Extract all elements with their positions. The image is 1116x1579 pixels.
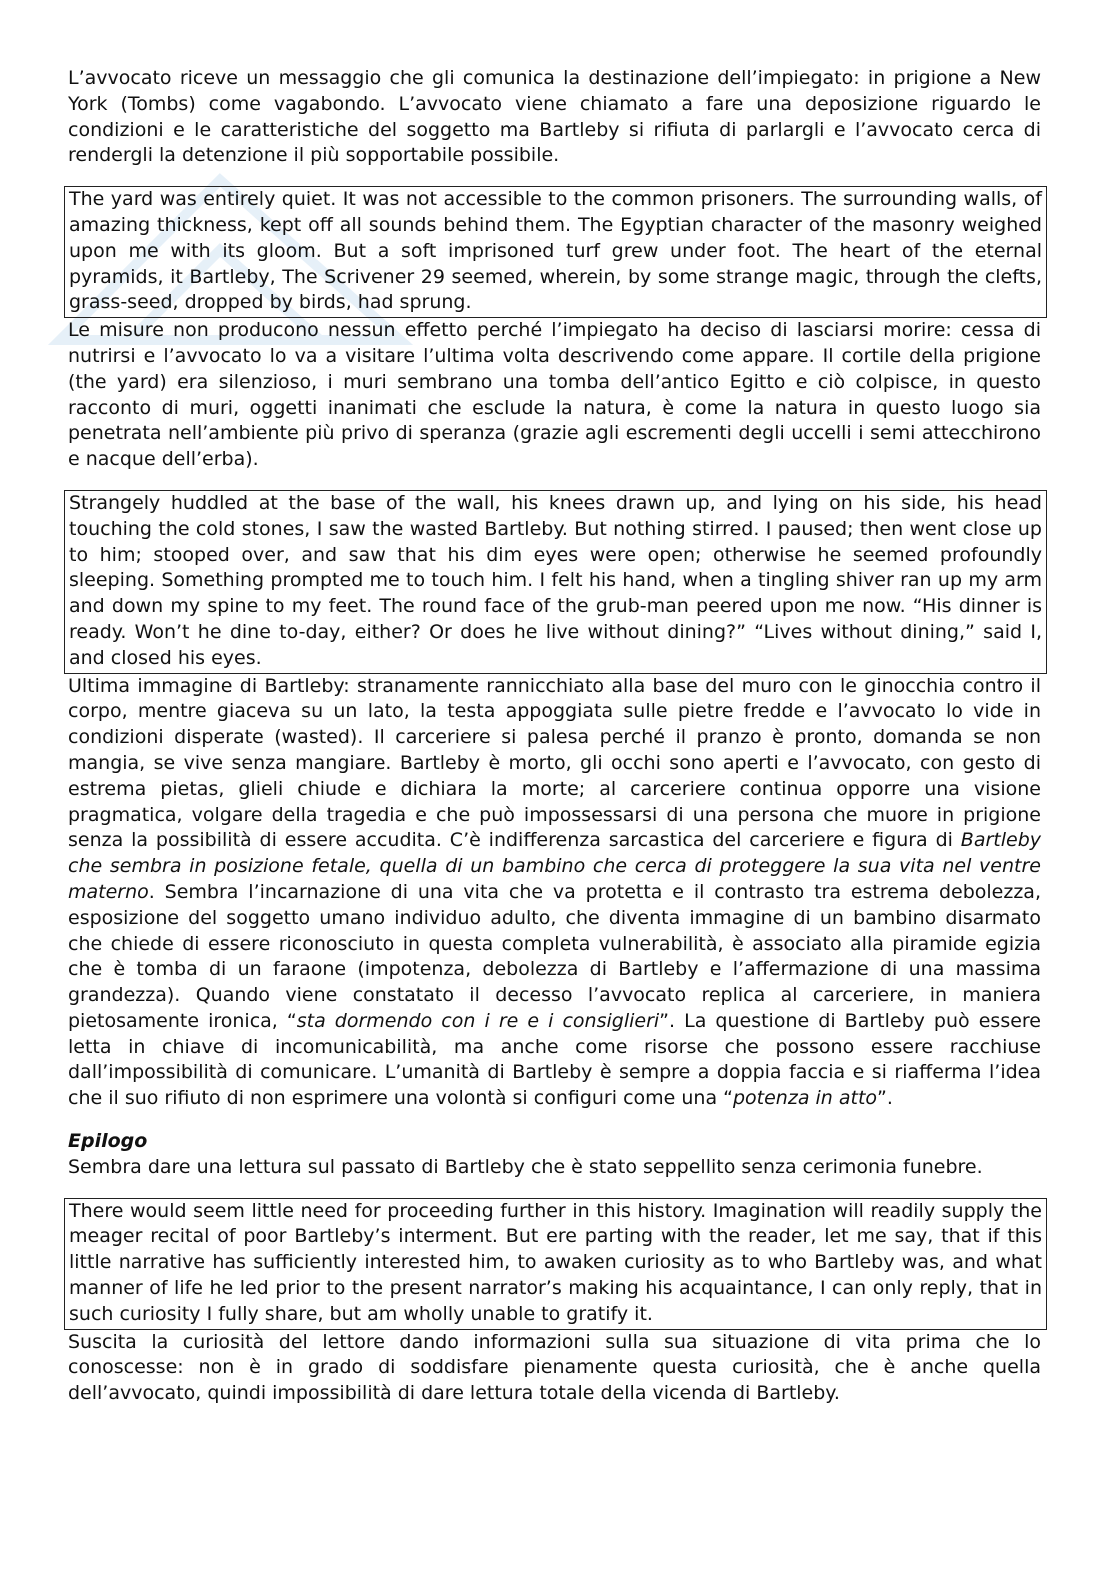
paragraph-epilogo: Sembra dare una lettura sul passato di Bartleby che è stato seppellito senza cerimonia funebre. <box>68 1155 983 1178</box>
ultima-text-3: ”. La questione di Bartleby può essere letta in chiave di incomunicabilità, ma anche come risorse che possono essere racchiuse dall’impossibilità di comunicare. L’umanità di Bartleby è sempre a doppia faccia e si riafferma l’idea che il suo rifiuto di non esprimere una volontà si configuri come una “ <box>68 1009 1041 1110</box>
ultima-italic-2: sta dormendo con i re e i consiglieri <box>296 1009 660 1032</box>
ultima-text-4: ”. <box>877 1087 893 1110</box>
quote-huddled: Strangely huddled at the base of the wall, his knees drawn up, and lying on his side, his head touching the cold stones, I saw the wasted Bartleby. But nothing stirred. I paused; then went close up to him; stooped over, and saw that his dim eyes were open; otherwise he seemed profoundly sleeping. Something prompted me to touch him. I felt his hand, when a tingling shiver ran up my arm and down my spine to my feet. The round face of the grub-man peered upon me now. “His dinner is ready. Won’t he dine to-day, either? Or does he live without dining?” “Lives without dining,” said I, and closed his eyes. <box>64 490 1047 674</box>
ultima-text-1: Ultima immagine di Bartleby: stranamente rannicchiato alla base del muro con le ginocchia contro il corpo, mentre giaceva su un lato, la testa appoggiata sulle pietre fredde e l’avvocato lo vide in condizioni disperate (wasted). Il carceriere si palesa perché il pranzo è pronto, domanda se non mangia, se vive senza mangiare. Bartleby è morto, gli occhi sono aperti e l’avvocato, con gesto di estrema pietas, glieli chiude e dichiara la morte; al carceriere continua opporre una visione pragmatica, volgare della tragedia e che può impossessarsi di una persona che muore in prigione senza la possibilità di essere accudita. C’è indifferenza sarcastica del carceriere e figura di <box>68 674 1041 852</box>
quote-history: There would seem little need for proceeding further in this history. Imagination will readily supply the meager recital of poor Bartleby’s interment. But ere parting with the reader, let me say, that if this little narrative has sufficiently interested him, to awaken curiosity as to who Bartleby was, and what manner of life he led prior to the present narrator’s making his acquaintance, I can only reply, that in such curiosity I fully share, but am wholly unable to gratify it. <box>64 1198 1047 1330</box>
paragraph-final: Suscita la curiosità del lettore dando informazioni sulla sua situazione di vita prima che lo conoscesse: non è in grado di soddisfare pienamente questa curiosità, che è anche quella dell’avvocato, quindi impossibilità di dare lettura totale della vicenda di Bartleby. <box>68 1330 1041 1405</box>
paragraph-misure: Le misure non producono nessun effetto perché l’impiegato ha deciso di lasciarsi morire: cessa di nutrirsi e l’avvocato lo va a visitare l’ultima volta descrivendo come appare. Il cortile della prigione (the yard) era silenzioso, i muri sembrano una tomba dell’antico Egitto e ciò colpisce, in questo racconto di muri, oggetti inanimati che esclude la natura, è come la natura in questo luogo sia penetrata nell’ambiente più privo di speranza (grazie agli escrementi degli uccelli i semi attecchirono e nacque dell’erba). <box>68 319 1041 471</box>
ultima-text-2: . Sembra l’incarnazione di una vita che va protetta e il contrasto tra estrema debolezza, esposizione del soggetto umano individuo adulto, che diventa immagine di un bambino disarmato che chiede di essere riconosciuto in questa completa vulnerabilità, è associato alla piramide egizia che è tomba di un faraone (impotenza, debolezza di Bartleby e l’affermazione di una massima grandezza). Quando viene constatato il decesso l’avvocato replica al carceriere, in maniera pietosamente ironica, “ <box>68 880 1041 1032</box>
ultima-italic-3: potenza in atto <box>732 1087 878 1110</box>
quote-yard: The yard was entirely quiet. It was not accessible to the common prisoners. The surrounding walls, of amazing thickness, kept off all sounds behind them. The Egyptian character of the masonry weighed upon me with its gloom. But a soft imprisoned turf grew under foot. The heart of the eternal pyramids, it Bartleby, The Scrivener 29 seemed, wherein, by some strange magic, through the clefts, grass-seed, dropped by birds, had sprung. <box>64 186 1047 318</box>
document-page <box>68 66 1041 1407</box>
ultima-italic-1: Bartleby che sembra in posizione fetale, quella di un bambino che cerca di proteggere la sua vita nel ventre materno <box>68 829 1041 903</box>
paragraph-intro: L’avvocato riceve un messaggio che gli comunica la destinazione dell’impiegato: in prigione a New York (Tombs) come vagabondo. L’avvocato viene chiamato a fare una deposizione riguardo le condizioni e le caratteristiche del soggetto ma Bartleby si rifiuta di parlargli e l’avvocato cerca di rendergli la detenzione il più sopportabile possibile. <box>68 67 1041 167</box>
paragraph-ultima <box>68 674 1041 1113</box>
heading-epilogo: Epilogo <box>68 1130 148 1153</box>
